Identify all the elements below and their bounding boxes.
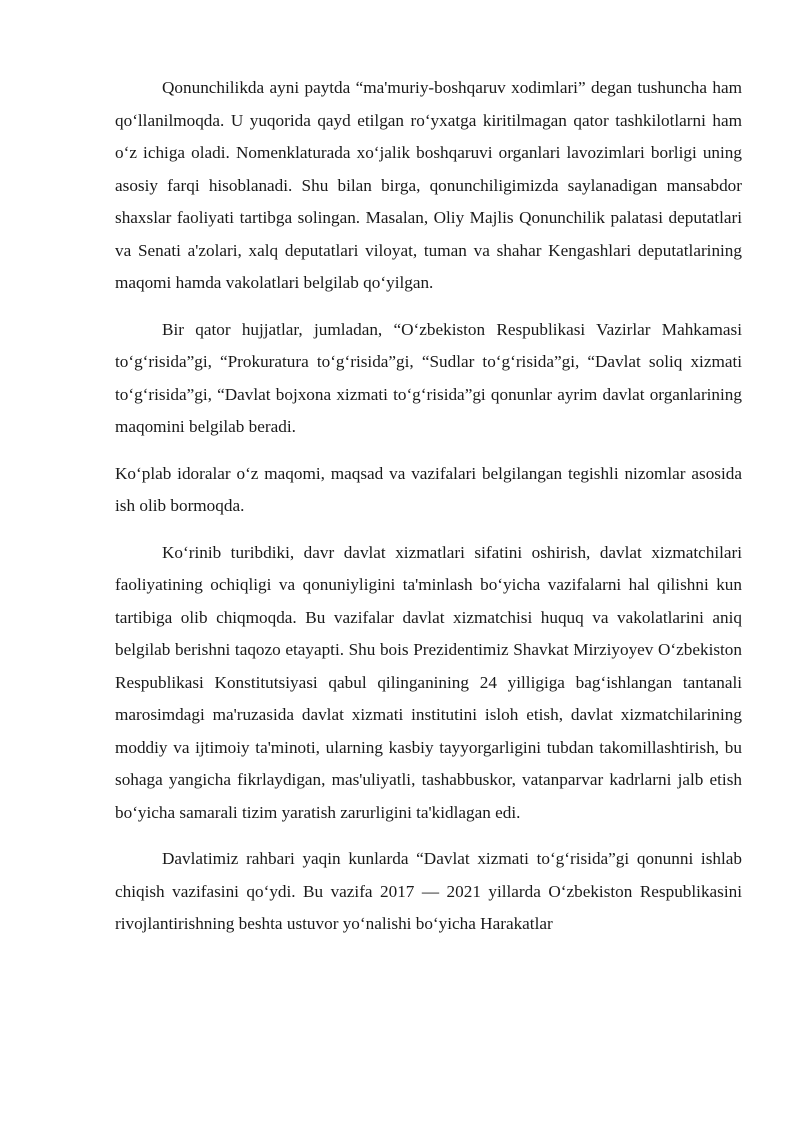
paragraph-laws: Bir qator hujjatlar, jumladan, “O‘zbekiston Respublikasi Vazirlar Mahkamasi to‘g‘risida”gi, “Prokuratura to‘g‘risida”gi, “Sudlar to‘g‘risida”gi, “Davlat soliq xizmati to‘g‘risida”gi, “Davlat bojxona xizmati to‘g‘risida”gi qonunlar ayrim davlat organlarining maqomini belgilab beradi. bbox=[115, 319, 742, 436]
paragraph-reform: Ko‘rinib turibdiki, davr davlat xizmatlari sifatini oshirish, davlat xizmatchilari faoliyatining ochiqligi va qonuniyligini ta'minlash bo‘yicha vazifalarni hal qilishni kun tartibiga olib chiqmoqda. Bu vazifalar davlat xizmatchisi huquq va vakolatlarini aniq belgilab berishni taqozo etayapti. Shu bois Prezidentimiz Shavkat Mirziyoyev O‘zbekiston Respublikasi Konstitutsiyasi qabul qilinganining 24 yilligiga bag‘ishlangan tantanali marosimdagi ma'ruzasida davlat xizmati institutini isloh etish, davlat xizmatchilarining moddiy va ijtimoiy ta'minoti, ularning kasbiy tayyorgarligini tubdan takomillashtirish, bu sohaga yangicha fikrlaydigan, mas'uliyatli, tashabbuskor, vatanparvar kadrlarni jalb etish bo‘yicha samarali tizim yaratish zarurligini ta'kidlagan edi. bbox=[115, 542, 742, 822]
paragraph-civil-service-law: Davlatimiz rahbari yaqin kunlarda “Davlat xizmati to‘g‘risida”gi qonunni ishlab chiqish vazifasini qo‘ydi. Bu vazifa 2017 — 2021 yillarda O‘zbekiston Respublikasini rivojlantirishning beshta ustuvor yo‘nalishi bo‘yicha Harakatlar bbox=[115, 849, 742, 933]
paragraph-nomenclature: Qonunchilikda ayni paytda “ma'muriy-boshqaruv xodimlari” degan tushuncha ham qo‘llanilmoqda. U yuqorida qayd etilgan ro‘yxatga kiritilmagan qator tashkilotlarni ham o‘z ichiga oladi. Nomenklaturada xo‘jalik boshqaruvi organlari lavozimlari borligi uning asosiy farqi hisoblanadi. Shu bilan birga, qonunchiligimizda saylanadigan mansabdor shaxslar faoliyati tartibga solingan. Masalan, Oliy Majlis Qonunchilik palatasi deputatlari va Senati a'zolari, xalq deputatlari viloyat, tuman va shahar Kengashlari deputatlarining maqomi hamda vakolatlari belgilab qo‘yilgan. bbox=[115, 78, 742, 292]
document-page bbox=[115, 72, 742, 955]
paragraph-agencies: Ko‘plab idoralar o‘z maqomi, maqsad va vazifalari belgilangan tegishli nizomlar asosida ish olib bormoqda. bbox=[115, 463, 742, 515]
